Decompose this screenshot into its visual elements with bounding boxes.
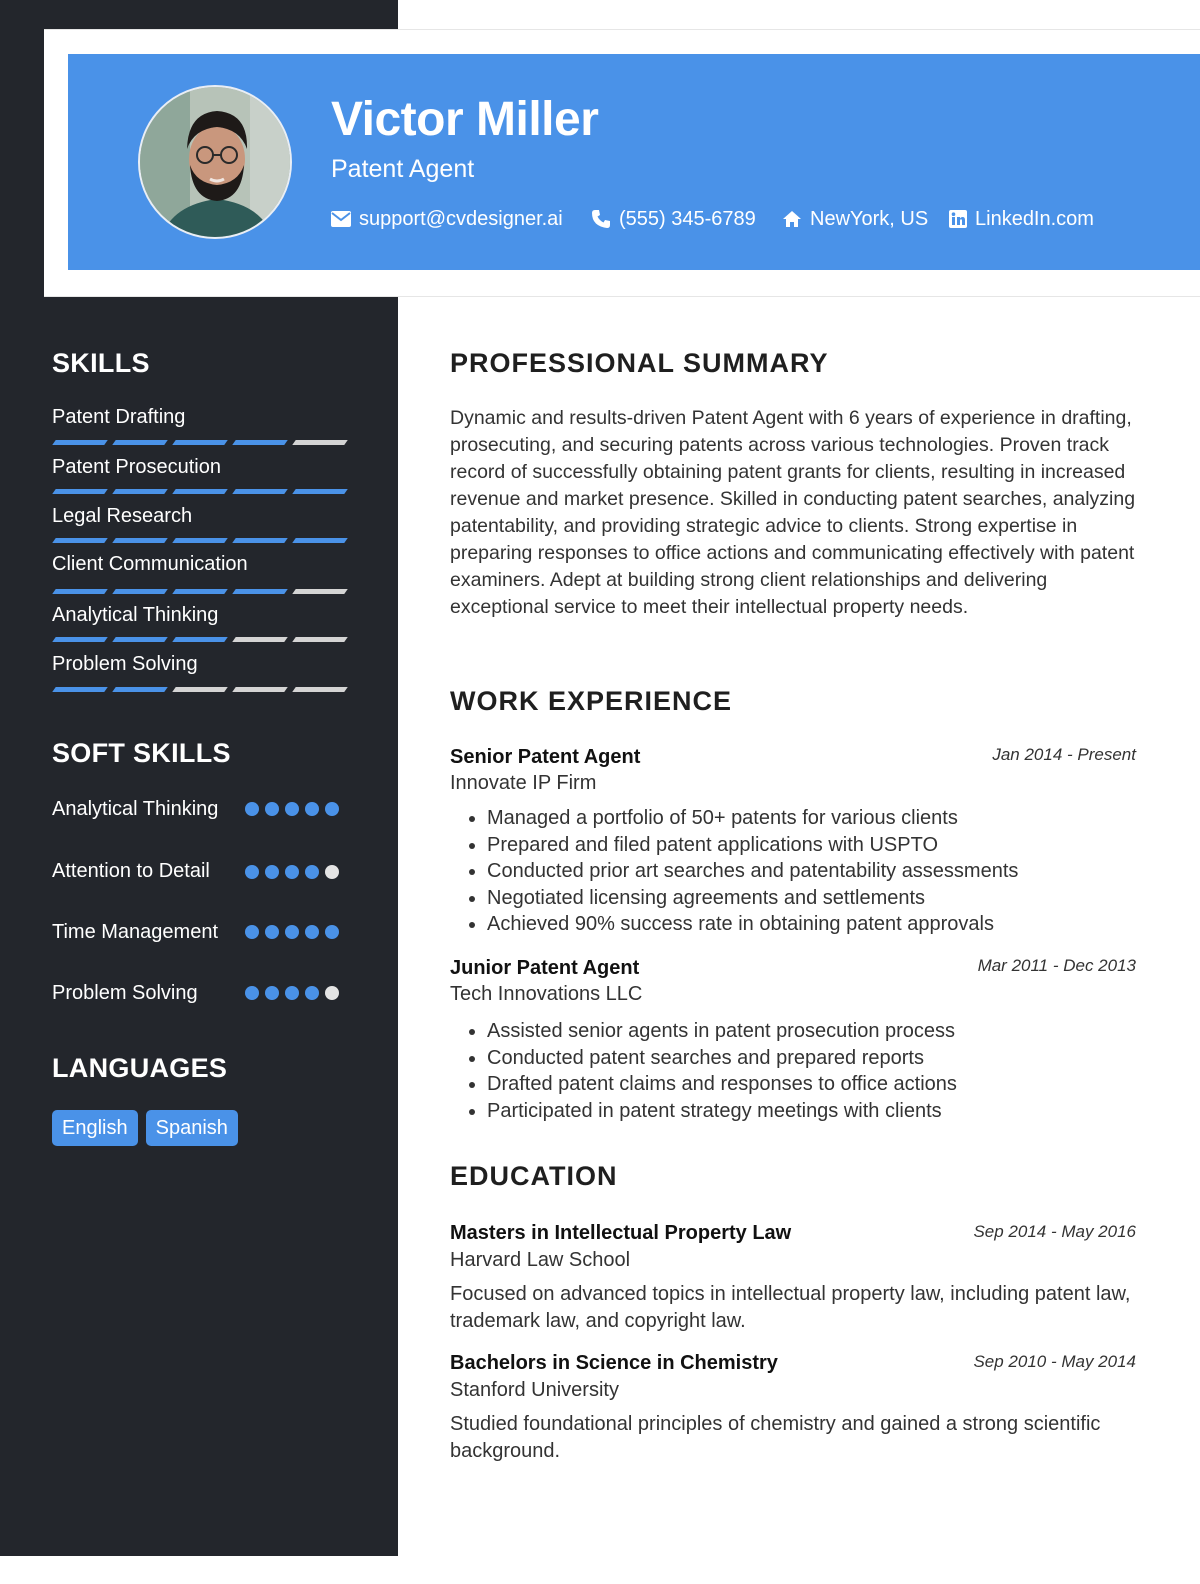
- candidate-title: Patent Agent: [331, 155, 475, 183]
- skill-label: Patent Prosecution: [52, 456, 221, 478]
- rating-dot-filled: [245, 802, 259, 816]
- job-dates: Mar 2011 - Dec 2013: [977, 956, 1136, 975]
- skill-bar-empty: [292, 440, 348, 445]
- rating-dot-filled: [265, 802, 279, 816]
- candidate-name: Victor Miller: [331, 93, 599, 146]
- job-title: Senior Patent Agent: [450, 746, 641, 768]
- degree-title: Bachelors in Science in Chemistry: [450, 1352, 778, 1374]
- skill-bar-empty: [172, 687, 228, 692]
- degree-dates: Sep 2014 - May 2016: [973, 1222, 1136, 1241]
- list-item: • Conducted patent searches and prepared reports: [487, 1045, 1187, 1072]
- degree-title: Masters in Intellectual Property Law: [450, 1222, 792, 1244]
- skill-rating-bar: [54, 538, 346, 544]
- rating-dot-filled: [305, 802, 319, 816]
- soft-skill-rating: [245, 986, 339, 1000]
- skill-label: Analytical Thinking: [52, 604, 219, 626]
- school-name: Stanford University: [450, 1379, 619, 1401]
- contact-linkedin-text: LinkedIn.com: [975, 207, 1094, 230]
- skill-bar-filled: [52, 637, 108, 642]
- soft-skill-label: Analytical Thinking: [52, 798, 219, 820]
- rating-dot-filled: [265, 925, 279, 939]
- rating-dot-filled: [285, 925, 299, 939]
- list-item: • Achieved 90% success rate in obtaining patent approvals: [487, 911, 1187, 938]
- job-company: Innovate IP Firm: [450, 772, 597, 794]
- rating-dot-filled: [245, 925, 259, 939]
- rating-dot-filled: [285, 802, 299, 816]
- skill-bar-filled: [232, 538, 288, 543]
- rating-dot-filled: [265, 865, 279, 879]
- list-item: • Negotiated licensing agreements and settlements: [487, 885, 1187, 912]
- skill-label: Legal Research: [52, 505, 193, 527]
- envelope-icon: [331, 211, 351, 227]
- home-icon: [782, 210, 802, 228]
- skill-label: Problem Solving: [52, 653, 198, 675]
- rating-dot-empty: [325, 986, 339, 1000]
- contact-email[interactable]: [331, 205, 563, 233]
- skills-heading: SKILLS: [52, 348, 150, 378]
- list-item: • Assisted senior agents in patent prosecution process: [487, 1018, 1187, 1045]
- degree-description: Studied foundational principles of chemistry and gained a strong scientific background.: [450, 1413, 1101, 1462]
- skill-bar-filled: [172, 637, 228, 642]
- job-bullets: [450, 805, 1187, 938]
- soft-skill-rating: [245, 865, 339, 879]
- job-title: Junior Patent Agent: [450, 957, 640, 979]
- contact-email-text: support@cvdesigner.ai: [359, 207, 563, 230]
- skill-bar-empty: [232, 637, 288, 642]
- skill-bar-filled: [112, 440, 168, 445]
- skill-bar-filled: [112, 489, 168, 494]
- contact-location: [782, 205, 928, 233]
- linkedin-icon: [949, 210, 967, 228]
- contact-linkedin[interactable]: [949, 205, 1094, 233]
- skill-bar-filled: [52, 687, 108, 692]
- summary-heading: PROFESSIONAL SUMMARY: [450, 348, 829, 378]
- rating-dot-empty: [325, 865, 339, 879]
- skill-bar-filled: [292, 489, 348, 494]
- skill-bar-filled: [292, 538, 348, 543]
- skill-bar-empty: [292, 589, 348, 594]
- soft-skills-heading: SOFT SKILLS: [52, 738, 231, 768]
- skill-bar-filled: [172, 538, 228, 543]
- list-item: • Drafted patent claims and responses to office actions: [487, 1071, 1187, 1098]
- skill-bar-filled: [112, 637, 168, 642]
- skill-label: Patent Drafting: [52, 406, 186, 428]
- rating-dot-filled: [265, 986, 279, 1000]
- job-bullets: [450, 1018, 1187, 1124]
- rating-dot-filled: [285, 865, 299, 879]
- rating-dot-filled: [305, 986, 319, 1000]
- soft-skill-rating: [245, 925, 339, 939]
- skill-bar-filled: [232, 589, 288, 594]
- skill-bar-filled: [112, 687, 168, 692]
- rating-dot-filled: [305, 865, 319, 879]
- degree-description: Focused on advanced topics in intellectual property law, including patent law, trademark law, and copyright law.: [450, 1283, 1131, 1332]
- skill-bar-filled: [52, 440, 108, 445]
- job-dates: Jan 2014 - Present: [992, 745, 1136, 764]
- soft-skill-label: Attention to Detail: [52, 860, 210, 882]
- skill-bar-filled: [232, 440, 288, 445]
- experience-heading: WORK EXPERIENCE: [450, 686, 733, 716]
- language-badge: English: [52, 1110, 138, 1146]
- summary-text: Dynamic and results-driven Patent Agent with 6 years of experience in drafting, prosecuting, and securing patents across various technologies. Proven track record of successfully obtaining patent grants for clients, resulting in increased revenue and market presence. Skilled in conducting patent searches, analyzing patentability, and providing strategic advice to clients. Strong expertise in preparing responses to office actions and communicating effectively with patent examiners. Adept at building strong client relationships and delivering exceptional service to meet their intellectual property needs.: [450, 407, 1136, 618]
- skill-rating-bar: [54, 637, 346, 643]
- soft-skill-rating: [245, 802, 339, 816]
- contact-location-text: NewYork, US: [810, 207, 929, 230]
- phone-icon: [591, 209, 611, 229]
- contact-phone[interactable]: [591, 205, 756, 233]
- skill-bar-filled: [112, 538, 168, 543]
- rating-dot-filled: [245, 865, 259, 879]
- list-item: • Managed a portfolio of 50+ patents for various clients: [487, 805, 1187, 832]
- language-badge: Spanish: [146, 1110, 238, 1146]
- skill-rating-bar: [54, 440, 346, 446]
- skill-bar-filled: [112, 589, 168, 594]
- rating-dot-filled: [325, 925, 339, 939]
- education-heading: EDUCATION: [450, 1161, 618, 1191]
- rating-dot-filled: [305, 925, 319, 939]
- list-item: • Prepared and filed patent applications with USPTO: [487, 832, 1187, 859]
- skill-label: Client Communication: [52, 553, 248, 575]
- skill-bar-filled: [52, 489, 108, 494]
- soft-skill-label: Time Management: [52, 921, 218, 943]
- rating-dot-filled: [245, 986, 259, 1000]
- rating-dot-filled: [285, 986, 299, 1000]
- skill-bar-filled: [52, 589, 108, 594]
- skill-bar-empty: [232, 687, 288, 692]
- job-company: Tech Innovations LLC: [450, 983, 643, 1005]
- skill-bar-empty: [292, 637, 348, 642]
- skill-bar-empty: [292, 687, 348, 692]
- skill-bar-filled: [172, 489, 228, 494]
- languages-list: [52, 1110, 238, 1146]
- contact-phone-text: (555) 345-6789: [619, 207, 756, 230]
- skill-rating-bar: [54, 687, 346, 693]
- skill-bar-filled: [52, 538, 108, 543]
- profile-photo: [138, 85, 292, 239]
- skill-rating-bar: [54, 489, 346, 495]
- list-item: • Participated in patent strategy meetings with clients: [487, 1098, 1187, 1125]
- soft-skill-label: Problem Solving: [52, 982, 198, 1004]
- degree-dates: Sep 2010 - May 2014: [973, 1352, 1136, 1371]
- skill-bar-filled: [232, 489, 288, 494]
- skill-rating-bar: [54, 589, 346, 595]
- skill-bar-filled: [172, 589, 228, 594]
- school-name: Harvard Law School: [450, 1249, 631, 1271]
- languages-heading: LANGUAGES: [52, 1053, 228, 1083]
- skill-bar-filled: [172, 440, 228, 445]
- rating-dot-filled: [325, 802, 339, 816]
- list-item: • Conducted prior art searches and patentability assessments: [487, 858, 1187, 885]
